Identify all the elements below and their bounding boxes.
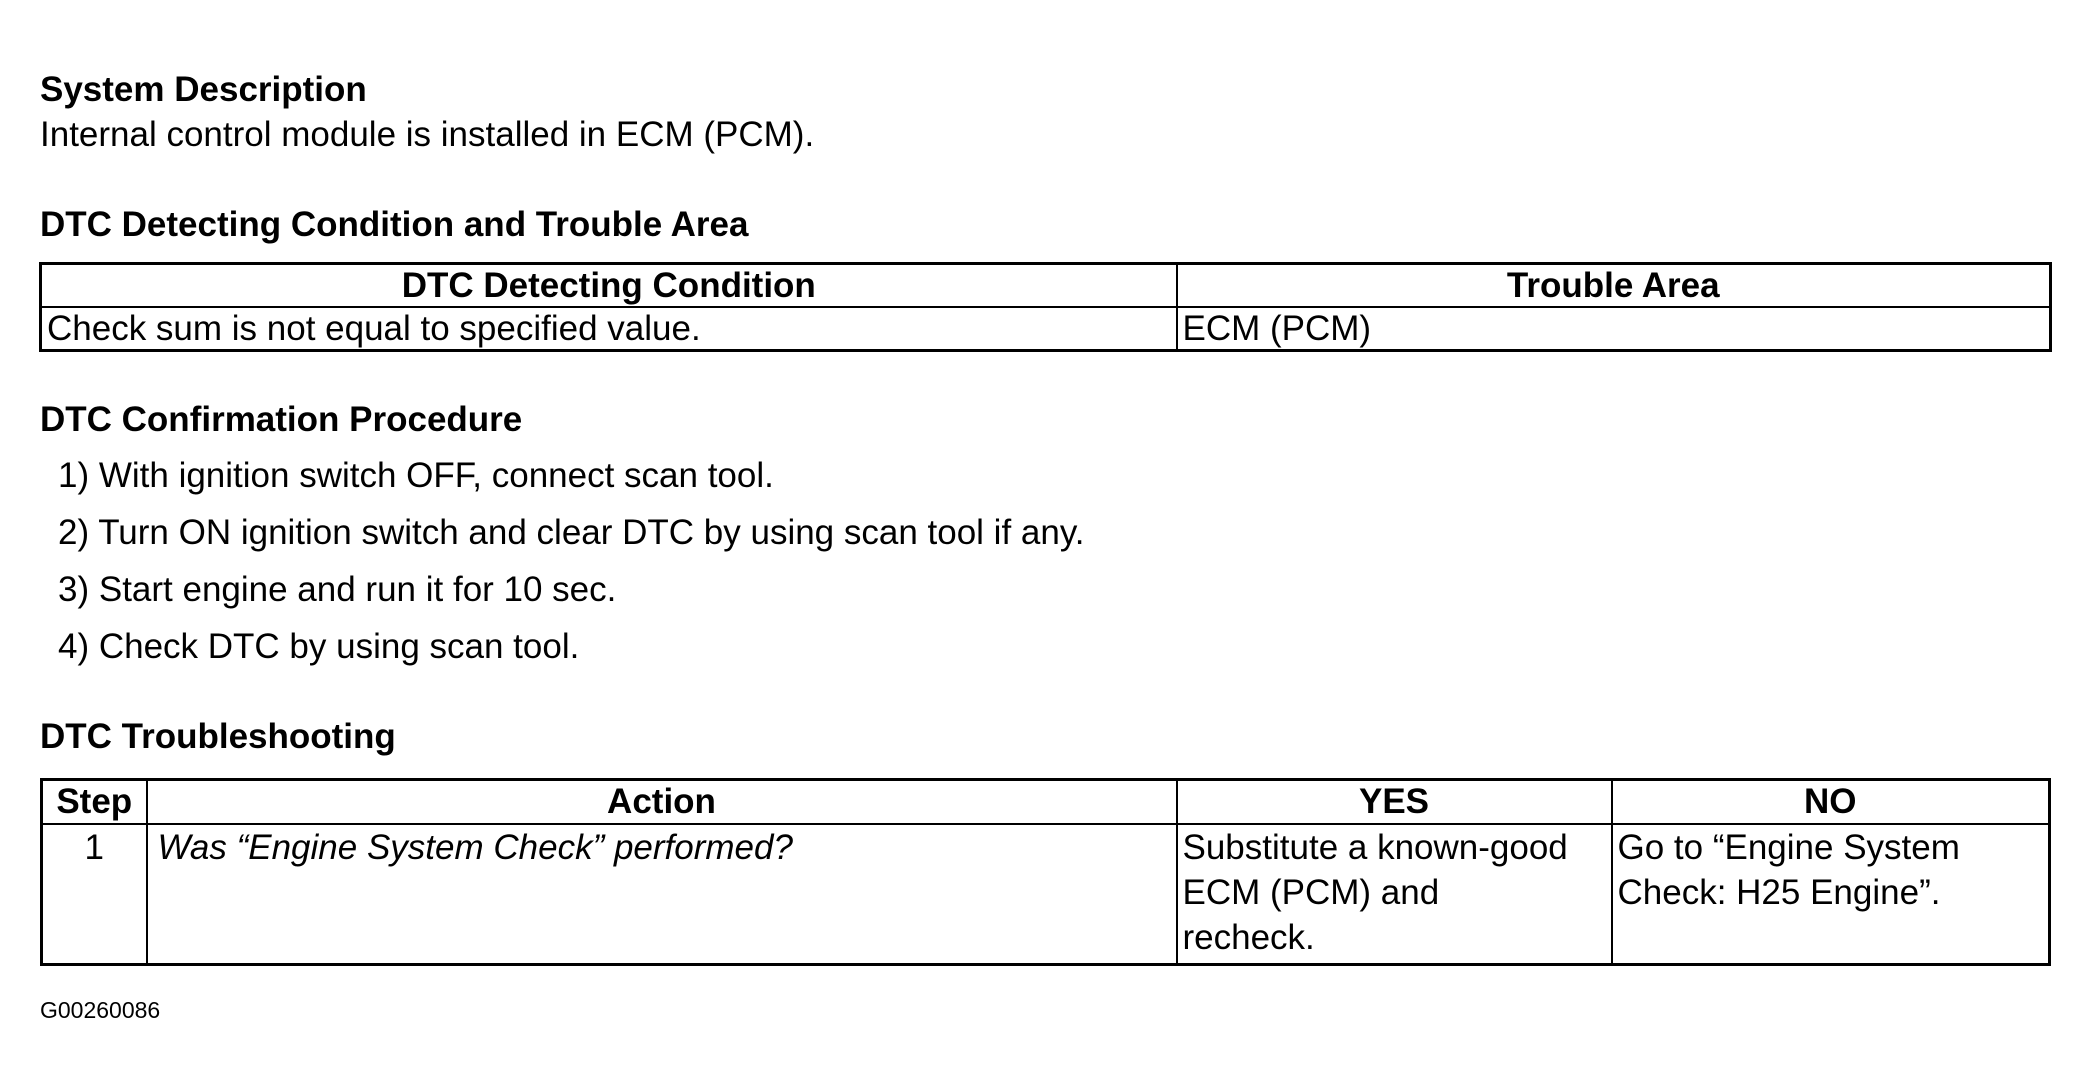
- no-line: Check: H25 Engine”.: [1617, 873, 1941, 912]
- detecting-condition-heading: DTC Detecting Condition and Trouble Area: [40, 205, 749, 244]
- column-header-detecting-condition: DTC Detecting Condition: [41, 264, 1177, 308]
- detecting-condition-table: [39, 262, 2052, 352]
- system-description-heading: System Description: [40, 70, 367, 109]
- troubleshooting-table: [40, 778, 2051, 966]
- yes-line: ECM (PCM) and: [1182, 873, 1440, 912]
- yes-cell: [1177, 824, 1612, 965]
- table-header-row: [41, 264, 2051, 308]
- confirmation-step: 3) Start engine and run it for 10 sec.: [58, 570, 617, 609]
- column-header-step: Step: [42, 780, 147, 825]
- table-header-row: [42, 780, 2050, 825]
- action-cell: Was “Engine System Check” performed?: [147, 824, 1177, 965]
- no-line: Go to “Engine System: [1617, 828, 1960, 867]
- confirmation-procedure-heading: DTC Confirmation Procedure: [40, 400, 523, 439]
- detecting-condition-cell: Check sum is not equal to specified value.: [41, 307, 1177, 351]
- troubleshooting-heading: DTC Troubleshooting: [40, 717, 396, 756]
- yes-line: recheck.: [1182, 918, 1315, 957]
- confirmation-step: 1) With ignition switch OFF, connect scan tool.: [58, 456, 774, 495]
- yes-line: Substitute a known-good: [1182, 828, 1568, 867]
- step-number-cell: 1: [42, 824, 147, 965]
- column-header-no: NO: [1612, 780, 2050, 825]
- figure-id: G00260086: [40, 997, 161, 1023]
- table-row: [42, 824, 2050, 965]
- confirmation-step: 2) Turn ON ignition switch and clear DTC by using scan tool if any.: [58, 513, 1085, 552]
- column-header-yes: YES: [1177, 780, 1612, 825]
- confirmation-step: 4) Check DTC by using scan tool.: [58, 627, 580, 666]
- trouble-area-cell: ECM (PCM): [1177, 307, 2051, 351]
- table-row: [41, 307, 2051, 351]
- system-description-text: Internal control module is installed in ECM (PCM).: [40, 115, 815, 154]
- column-header-action: Action: [147, 780, 1177, 825]
- no-cell: [1612, 824, 2050, 965]
- column-header-trouble-area: Trouble Area: [1177, 264, 2051, 308]
